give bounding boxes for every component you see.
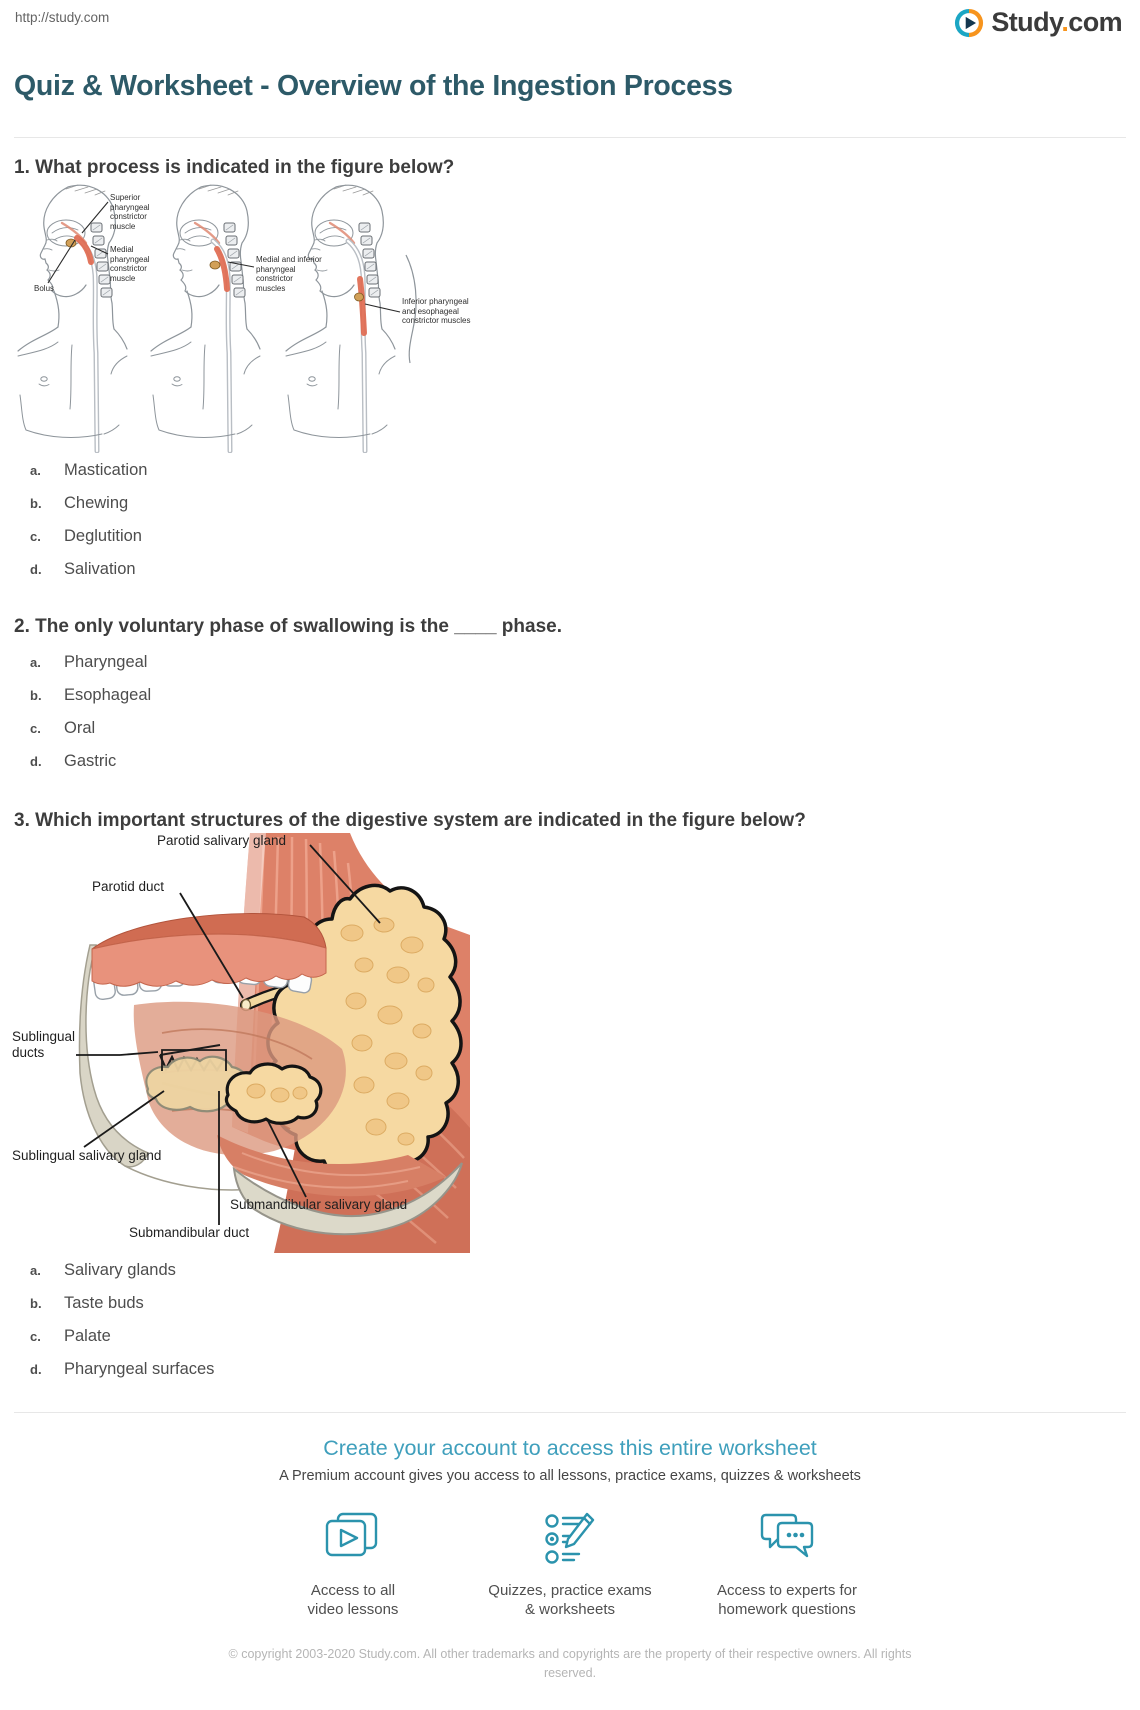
figure-label-medial-constrictor: Medial pharyngeal constrictor muscle xyxy=(110,245,150,283)
option-row xyxy=(30,520,147,553)
option-text: Oral xyxy=(64,719,96,737)
option-row xyxy=(30,712,151,745)
option-row xyxy=(30,553,147,586)
feature-label: Access to all video lessons xyxy=(307,1582,399,1618)
divider xyxy=(14,137,1126,138)
option-text: Chewing xyxy=(64,494,129,512)
swallowing-figure xyxy=(14,183,474,453)
option-letter: a. xyxy=(30,655,41,670)
option-text: Salivation xyxy=(64,560,136,578)
figure-label-parotid-gland: Parotid salivary gland xyxy=(157,833,287,848)
option-letter: c. xyxy=(30,1329,41,1344)
option-letter: b. xyxy=(30,496,42,511)
feature-quizzes xyxy=(470,1512,670,1619)
option-text: Taste buds xyxy=(64,1294,144,1312)
option-letter: d. xyxy=(30,1362,42,1377)
feature-video-lessons xyxy=(253,1512,453,1619)
figure-label-submandibular-duct: Submandibular duct xyxy=(129,1225,250,1240)
figure-label-bolus: Bolus xyxy=(34,284,55,293)
option-text: Gastric xyxy=(64,752,117,770)
studycom-logo[interactable] xyxy=(954,7,1122,38)
option-letter: d. xyxy=(30,562,42,577)
option-letter: c. xyxy=(30,721,41,736)
option-text: Pharyngeal surfaces xyxy=(64,1360,215,1378)
question-2-options xyxy=(30,646,151,778)
option-letter: d. xyxy=(30,754,42,769)
option-text: Palate xyxy=(64,1327,111,1345)
figure-label-sublingual-ducts: Sublingual ducts xyxy=(12,1029,76,1060)
option-letter: c. xyxy=(30,529,41,544)
studycom-logo-icon xyxy=(954,8,984,38)
option-text: Pharyngeal xyxy=(64,653,148,671)
option-letter: a. xyxy=(30,1263,41,1278)
option-row xyxy=(30,1320,214,1353)
option-row xyxy=(30,454,147,487)
signup-subtitle: A Premium account gives you access to all lessons, practice exams, quizzes & worksheets xyxy=(279,1468,861,1484)
signup-title: Create your account to access this entire worksheet xyxy=(323,1436,817,1460)
option-letter: b. xyxy=(30,688,42,703)
quiz-worksheet-icon xyxy=(544,1512,596,1572)
question-1-heading: 1. What process is indicated in the figure below? xyxy=(14,157,455,178)
question-3-heading: 3. Which important structures of the digestive system are indicated in the figure below? xyxy=(14,810,806,831)
figure-label-sublingual-gland: Sublingual salivary gland xyxy=(12,1148,162,1163)
question-1-options xyxy=(30,454,147,586)
figure-label-medial-inferior-constrictor: Medial and inferior pharyngeal constrictor muscles xyxy=(256,255,322,293)
video-lessons-icon xyxy=(325,1512,381,1572)
feature-experts xyxy=(687,1512,887,1619)
option-text: Salivary glands xyxy=(64,1261,176,1279)
option-row xyxy=(30,1353,214,1386)
option-row xyxy=(30,646,151,679)
figure-label-superior-constrictor: Superior pharyngeal constrictor muscle xyxy=(110,193,150,231)
figure-label-submandibular-gland: Submandibular salivary gland xyxy=(230,1197,408,1212)
question-3-options xyxy=(30,1254,214,1386)
page-title: Quiz & Worksheet - Overview of the Ingestion Process xyxy=(14,70,733,102)
option-text: Mastication xyxy=(64,461,148,479)
feature-label: Access to experts for homework questions xyxy=(716,1582,858,1618)
signup-features xyxy=(0,1512,1140,1619)
figure-label-inferior-constrictor: Inferior pharyngeal and esophageal constrictor muscles xyxy=(402,297,471,325)
option-row xyxy=(30,1254,214,1287)
option-letter: b. xyxy=(30,1296,42,1311)
option-letter: a. xyxy=(30,463,41,478)
option-row xyxy=(30,745,151,778)
salivary-figure xyxy=(12,833,470,1253)
option-row xyxy=(30,679,151,712)
option-row xyxy=(30,1287,214,1320)
feature-label: Quizzes, practice exams & worksheets xyxy=(488,1582,652,1618)
expert-chat-icon xyxy=(758,1512,816,1572)
logo-wordmark: Study.com xyxy=(991,7,1122,37)
page-url: http://study.com xyxy=(15,10,110,25)
copyright-text: © copyright 2003-2020 Study.com. All other trademarks and copyrights are the property of their respective owners. All rights reserved. xyxy=(228,1647,912,1680)
divider xyxy=(14,1412,1126,1413)
figure-label-parotid-duct: Parotid duct xyxy=(92,879,165,894)
option-row xyxy=(30,487,147,520)
option-text: Esophageal xyxy=(64,686,152,704)
option-text: Deglutition xyxy=(64,527,142,545)
question-2-heading: 2. The only voluntary phase of swallowing is the ____ phase. xyxy=(14,616,562,637)
